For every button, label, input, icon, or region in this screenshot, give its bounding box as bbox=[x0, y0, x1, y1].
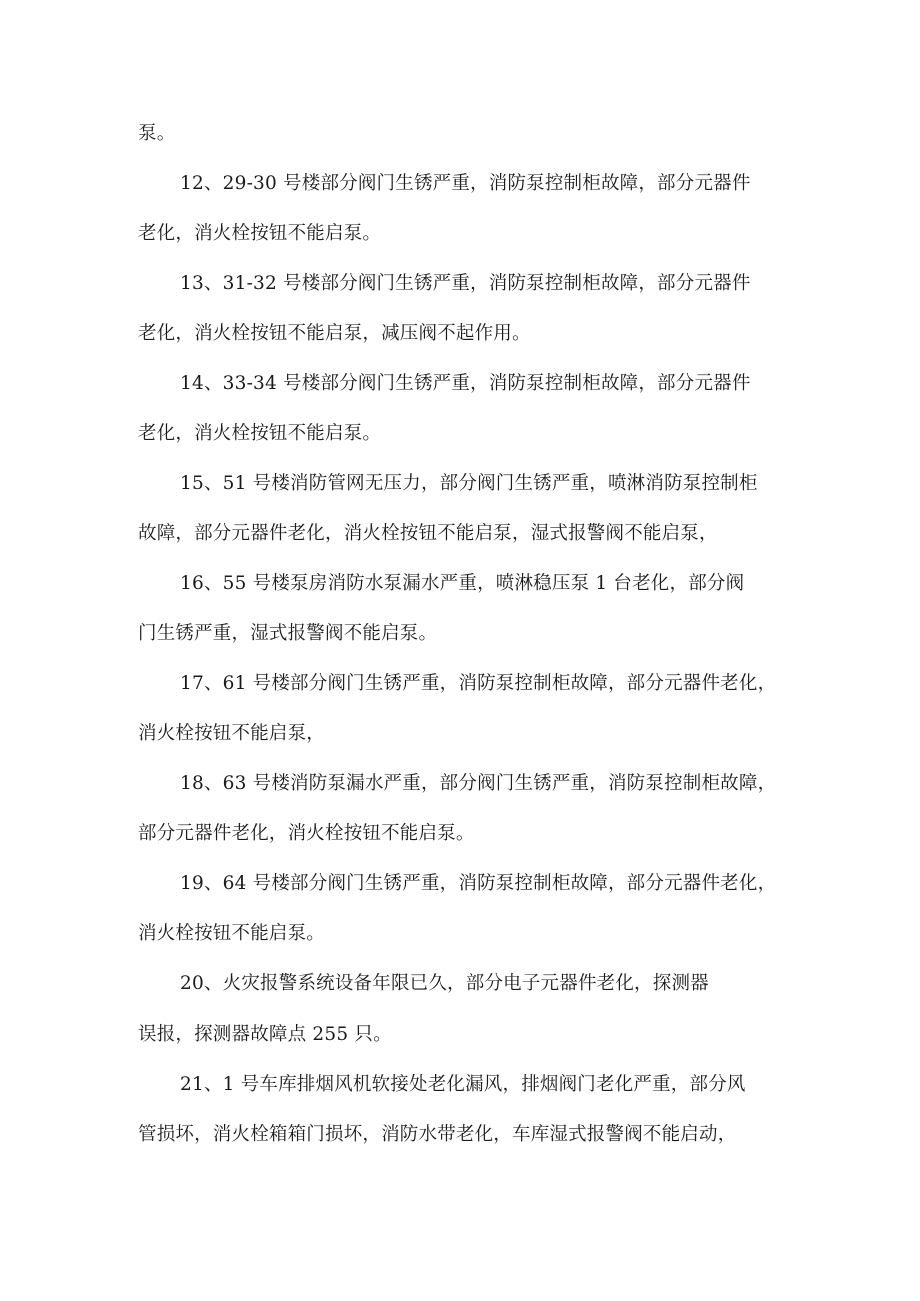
text-line: 部分元器件老化，消火栓按钮不能启泵。 bbox=[138, 823, 475, 844]
text-line: 19、64 号楼部分阀门生锈严重，消防泵控制柜故障，部分元器件老化， bbox=[180, 873, 777, 894]
text-line: 老化，消火栓按钮不能启泵。 bbox=[138, 423, 382, 444]
text-line: 17、61 号楼部分阀门生锈严重，消防泵控制柜故障，部分元器件老化， bbox=[180, 673, 777, 694]
text-line: 消火栓按钮不能启泵， bbox=[138, 723, 326, 744]
text-line: 13、31-32 号楼部分阀门生锈严重，消防泵控制柜故障，部分元器件 bbox=[180, 273, 751, 294]
text-line: 20、火灾报警系统设备年限已久，部分电子元器件老化，探测器 bbox=[180, 973, 709, 994]
text-line: 泵。 bbox=[138, 123, 176, 144]
text-line: 老化，消火栓按钮不能启泵。 bbox=[138, 223, 382, 244]
text-line: 门生锈严重，湿式报警阀不能启泵。 bbox=[138, 623, 438, 644]
text-line: 消火栓按钮不能启泵。 bbox=[138, 923, 326, 944]
text-line: 故障，部分元器件老化，消火栓按钮不能启泵，湿式报警阀不能启泵， bbox=[138, 523, 718, 544]
text-line: 16、55 号楼泵房消防水泵漏水严重，喷淋稳压泵 1 台老化，部分阀 bbox=[180, 573, 745, 594]
text-line: 18、63 号楼消防泵漏水严重，部分阀门生锈严重，消防泵控制柜故障， bbox=[180, 773, 777, 794]
text-line: 老化，消火栓按钮不能启泵，减压阀不起作用。 bbox=[138, 323, 531, 344]
text-line: 误报，探测器故障点 255 只。 bbox=[138, 1024, 392, 1045]
text-line: 14、33-34 号楼部分阀门生锈严重，消防泵控制柜故障，部分元器件 bbox=[180, 373, 751, 394]
text-line: 12、29-30 号楼部分阀门生锈严重，消防泵控制柜故障，部分元器件 bbox=[180, 173, 751, 194]
text-line: 管损坏，消火栓箱箱门损坏，消防水带老化，车库湿式报警阀不能启动， bbox=[138, 1124, 737, 1145]
text-line: 21、1 号车库排烟风机软接处老化漏风，排烟阀门老化严重，部分风 bbox=[180, 1074, 746, 1095]
text-line: 15、51 号楼消防管网无压力，部分阀门生锈严重，喷淋消防泵控制柜 bbox=[180, 473, 758, 494]
